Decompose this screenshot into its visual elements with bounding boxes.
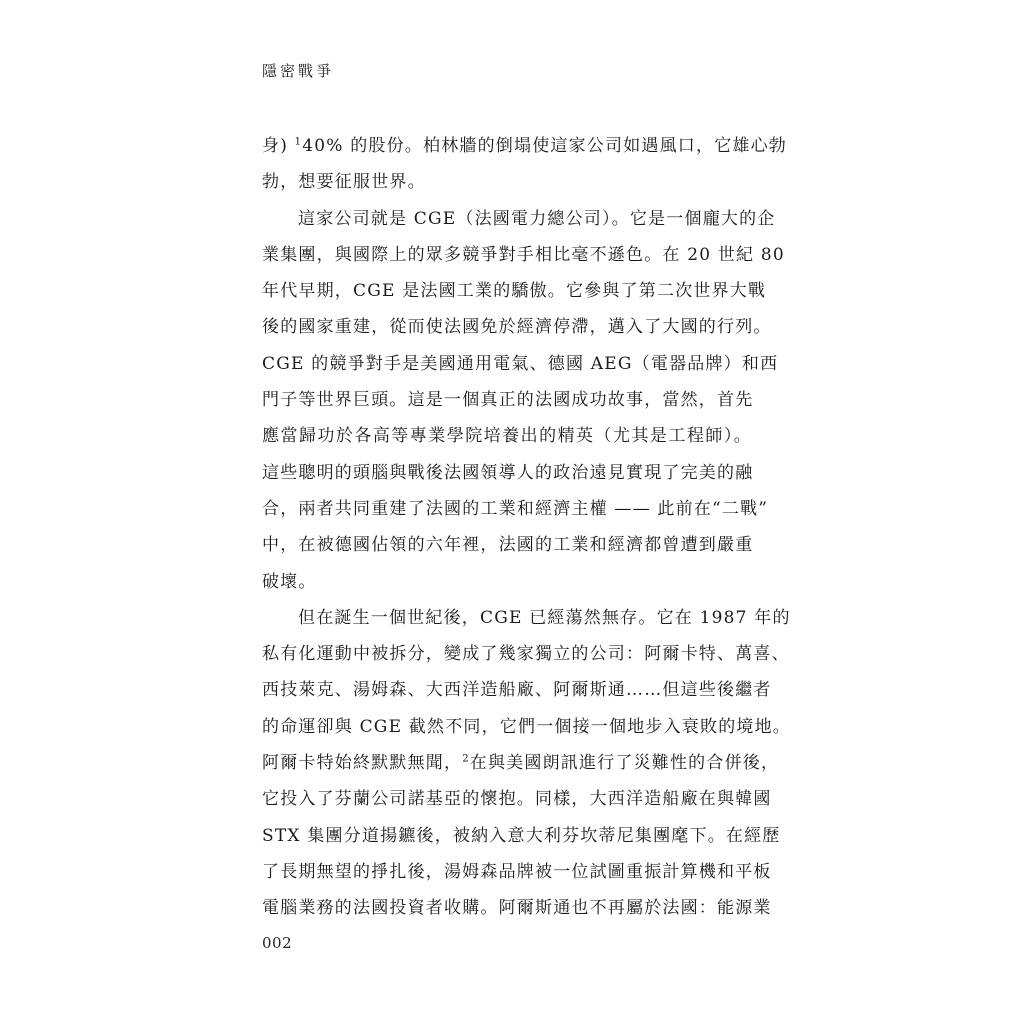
text-line: 私有化運動中被拆分，變成了幾家獨立的公司：阿爾卡特、萬喜、 xyxy=(262,644,790,665)
text-line: 中，在被德國佔領的六年裡，法國的工業和經濟都曾遭到嚴重 xyxy=(262,535,754,556)
text-line: 西技萊克、湯姆森、大西洋造船廠、阿爾斯通……但這些後繼者 xyxy=(262,680,772,701)
text-line: 電腦業務的法國投資者收購。阿爾斯通也不再屬於法國：能源業 xyxy=(262,898,772,919)
text-line: 業集團，與國際上的眾多競爭對手相比毫不遜色。在 20 世紀 80 xyxy=(262,244,785,265)
text-line: 阿爾卡特始終默默無聞，$^2$在與美國朗訊進行了災難性的合併後， xyxy=(262,753,780,774)
text-line: 年代早期，CGE 是法國工業的驕傲。它參與了第二次世界大戰 xyxy=(262,281,767,302)
text-line: 破壞。 xyxy=(262,571,317,592)
text-line: STX 集團分道揚鑣後，被納入意大利芬坎蒂尼集團麾下。在經歷 xyxy=(262,825,781,846)
text-line: 這些聰明的頭腦與戰後法國領導人的政治遠見實現了完美的融 xyxy=(262,462,754,483)
text-line: 它投入了芬蘭公司諾基亞的懷抱。同樣，大西洋造船廠在與韓國 xyxy=(262,789,772,810)
text-line: CGE 的競爭對手是美國通用電氣、德國 AEG（電器品牌）和西 xyxy=(262,353,779,374)
text-line: 勃，想要征服世界。 xyxy=(262,172,426,193)
text-line: 應當歸功於各高等專業學院培養出的精英（尤其是工程師）。 xyxy=(262,426,752,447)
text-line: 了長期無望的掙扎後，湯姆森品牌被一位試圖重振計算機和平板 xyxy=(262,861,772,882)
text-line: 但在誕生一個世紀後，CGE 已經蕩然無存。它在 1987 年的 xyxy=(298,607,791,628)
body-text xyxy=(262,128,792,927)
text-line: 身) $^1$40% 的股份。柏林牆的倒塌使這家公司如遇風口，它雄心勃 xyxy=(262,136,787,156)
running-title: 隱密戰爭 xyxy=(262,62,335,80)
text-line: 後的國家重建，從而使法國免於經濟停滯，邁入了大國的行列。 xyxy=(262,317,772,338)
text-line: 這家公司就是 CGE（法國電力總公司）。它是一個龐大的企 xyxy=(298,208,776,229)
footnote-marker: 1 xyxy=(294,136,303,148)
text-line: 合，兩者共同重建了法國的工業和經濟主權 —— 此前在“二戰” xyxy=(262,498,769,519)
page-number: 002 xyxy=(262,934,293,952)
footnote-marker: 2 xyxy=(462,753,470,765)
text-line: 的命運卻與 CGE 截然不同，它們一個接一個地步入衰敗的境地。 xyxy=(262,716,792,737)
text-line: 門子等世界巨頭。這是一個真正的法國成功故事，當然，首先 xyxy=(262,390,754,411)
